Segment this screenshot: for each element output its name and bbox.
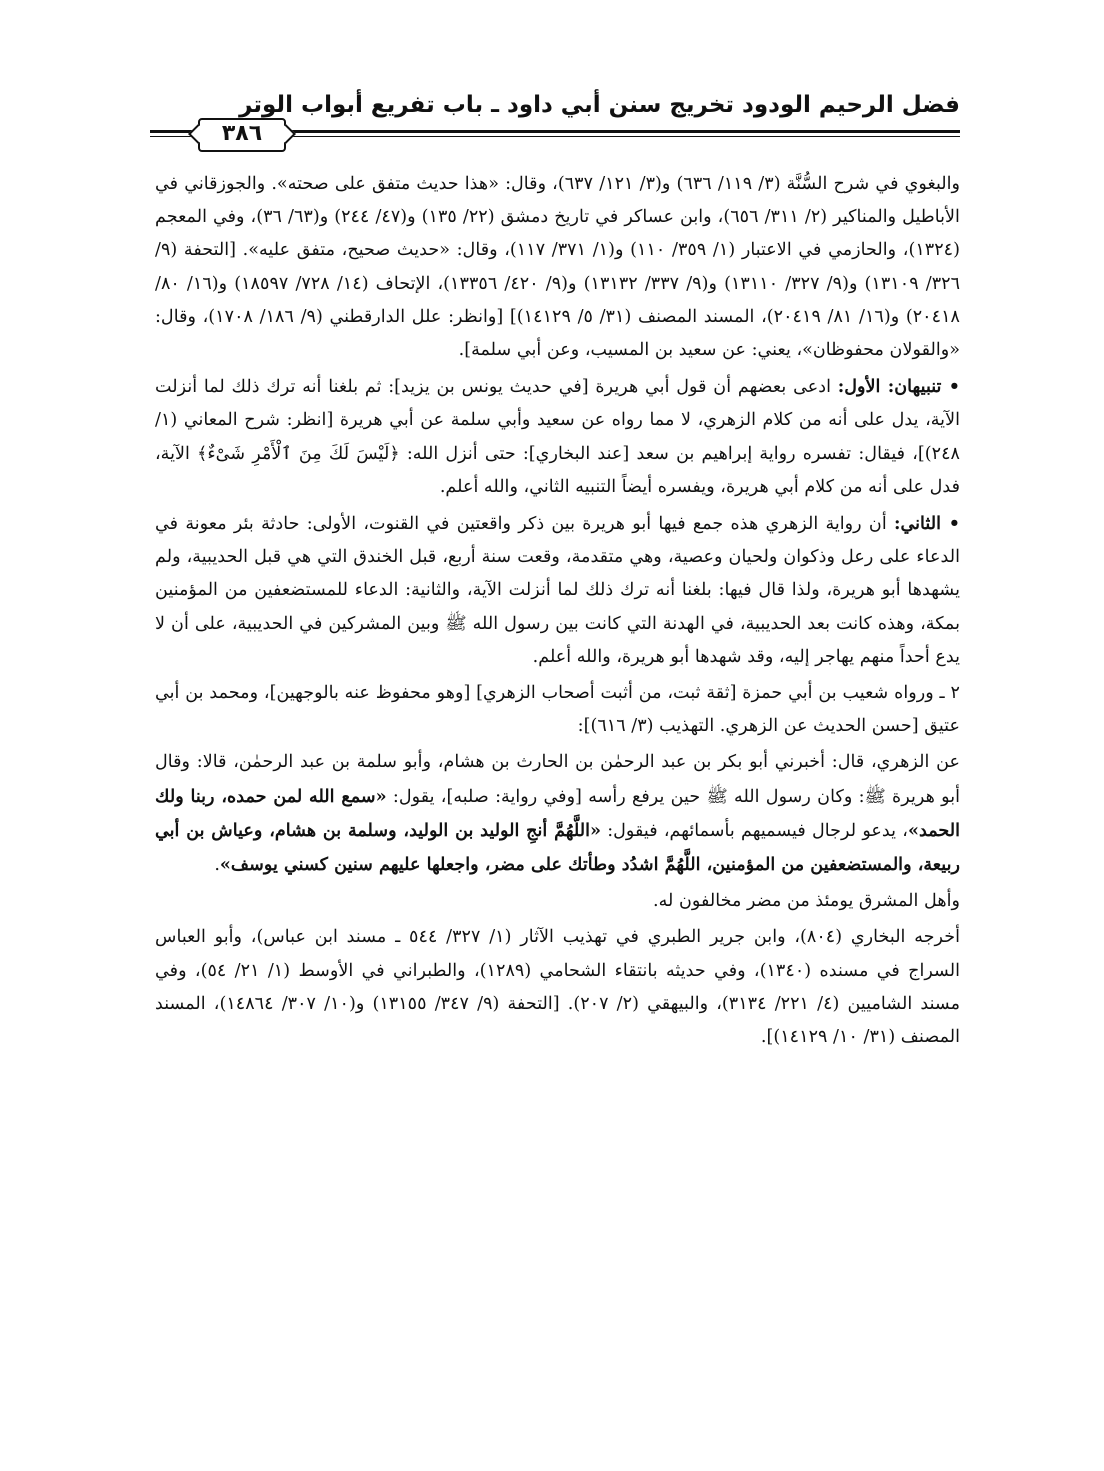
- text-run: وأهل المشرق يومئذ من مضر مخالفون له.: [653, 891, 960, 912]
- header-title: فضل الرحيم الودود تخريج سنن أبي داود ـ باب تفريع أبواب الوتر: [239, 92, 960, 118]
- text-run: والبغوي في شرح السُّنَّة (٣/ ١١٩/ ٦٣٦) و(٣/ ١٢١/ ٦٣٧)، وقال: «هذا حديث متفق على صحته». والجوزقاني في الأباطيل والمناكير (٢/ ٣١١/ ٦٥٦)، وابن عساكر في تاريخ دمشق (٢٢/ ١٣٥) و(٤٧/ ٢٤٤) و(٦٣/ ٣٦)، وفي المعجم (١٣٢٤)، والحازمي في الاعتبار (١/ ٣٥٩/ ١١٠) و(١/ ٣٧١/ ١١٧)، وقال: «حديث صحيح، متفق عليه». [التحفة (٩/ ٣٢٦/ ١٣١٠٩) و(٩/ ٣٢٧/ ١٣١١٠) و(٩/ ٣٣٧/ ١٣١٣٢) و(٩/ ٤٢٠/ ١٣٣٥٦)، الإتحاف (١٤/ ٧٢٨/ ١٨٥٩٧) و(١٦/ ٨٠/ ٢٠٤١٨) و(١٦/ ٨١/ ٢٠٤١٩)، المسند المصنف (٣١/ ٥/ ١٤١٢٩)] [وانظر: علل الدارقطني (٩/ ١٨٦/ ١٧٠٨)، وقال: «والقولان محفوظان»، يعني: عن سعيد بن المسيب، وعن أبي سلمة].: [155, 174, 961, 361]
- page-number-badge: ٣٨٦: [198, 118, 286, 152]
- paragraph-4: [155, 677, 960, 743]
- bold-run: • الثاني:: [893, 513, 960, 535]
- text-run: ادعى بعضهم أن قول أبي هريرة [في حديث يونس بن يزيد]: ثم بلغنا أنه ترك ذلك لما أنزلت الآية، يدل على أنه من كلام الزهري، لا مما رواه عن سعيد وأبي سلمة عن أبي هريرة [انظر: شرح المعاني (١/ ٢٤٨)]، فيقال: تفسره رواية إبراهيم بن سعد [عند البخاري]: حتى أنزل الله: ﴿لَيْسَ لَكَ مِنَ ٱلْأَمْرِ شَىْءٌ﴾ الآية، فدل على أنه من كلام أبي هريرة، ويفسره أيضاً التنبيه الثاني، والله أعلم.: [155, 377, 960, 497]
- text-run: أخرجه البخاري (٨٠٤)، وابن جرير الطبري في تهذيب الآثار (١/ ٣٢٧/ ٥٤٤ ـ مسند ابن عباس)، وأبو العباس السراج في مسنده (١٣٤٠)، وفي حديثه بانتقاء الشحامي (١٢٨٩)، والطبراني في الأوسط (١/ ٢١/ ٥٤)، وفي مسند الشاميين (٤/ ٢٢١/ ٣١٣٤)، والبيهقي (٢/ ٢٠٧). [التحفة (٩/ ٣٤٧/ ١٣١٥٥) و(١٠/ ٣٠٧/ ١٤٨٦٤)، المسند المصنف (٣١/ ١٠/ ١٤١٢٩)].: [155, 927, 961, 1048]
- running-header: [150, 88, 960, 148]
- text-run: .: [214, 855, 220, 876]
- paragraph-2: [155, 370, 960, 504]
- paragraph-5: [155, 746, 960, 882]
- main-text: [155, 168, 960, 1057]
- text-run: ، يدعو لرجال فيسميهم بأسمائهم، فيقول:: [600, 820, 908, 841]
- text-run: أن رواية الزهري هذه جمع فيها أبو هريرة بين ذكر واقعتين في القنوت، الأولى: حادثة بئر معونة في الدعاء على رعل وذكوان ولحيان وعصية، وهي متقدمة، وقعت سنة أربع، قبل الخندق التي هي قبل الحديبية، ولم يشهدها أبو هريرة، ولذا قال فيها: بلغنا أنه ترك ذلك لما أنزلت الآية، والثانية: الدعاء للمستضعفين من المؤمنين بمكة، وهذه كانت بعد الحديبية، في الهدنة التي كانت بين رسول الله ﷺ وبين المشركين في الحديبية، على أن لا يدع أحداً منهم يهاجر إليه، وقد شهدها أبو هريرة، والله أعلم.: [155, 514, 960, 667]
- bold-run: • تنبيهان: الأول:: [837, 376, 961, 398]
- text-run: عن الزهري، قال: أخبرني أبو بكر بن عبد الرحمٰن بن الحارث بن هشام، وأبو سلمة بن عبد الرحمٰن، قالا: وقال أبو هريرة ﷺ: وكان رسول الله ﷺ حين يرفع رأسه [وفي رواية: صلبه]، يقول:: [155, 752, 960, 807]
- paragraph-7: [155, 921, 960, 1054]
- bold-run: «سمع الله لمن حمده، ربنا ولك الحمد»: [155, 785, 960, 841]
- bold-run: «اللَّهُمَّ أنجِ الوليد بن الوليد، وسلمة بن هشام، وعياش بن أبي ربيعة، والمستضعفين من المؤمنين، اللَّهُمَّ اشدُد وطأتك على مضر، واجعلها عليهم سنين كسني يوسف»: [155, 819, 960, 876]
- paragraph-1: [155, 168, 960, 367]
- text-run: ٢ ـ ورواه شعيب بن أبي حمزة [ثقة ثبت، من أثبت أصحاب الزهري] [وهو محفوظ عنه بالوجهين]، ومحمد بن أبي عتيق [حسن الحديث عن الزهري. التهذيب (٣/ ٦١٦)]:: [155, 683, 960, 737]
- paragraph-3: [155, 507, 960, 674]
- paragraph-6: [155, 885, 960, 918]
